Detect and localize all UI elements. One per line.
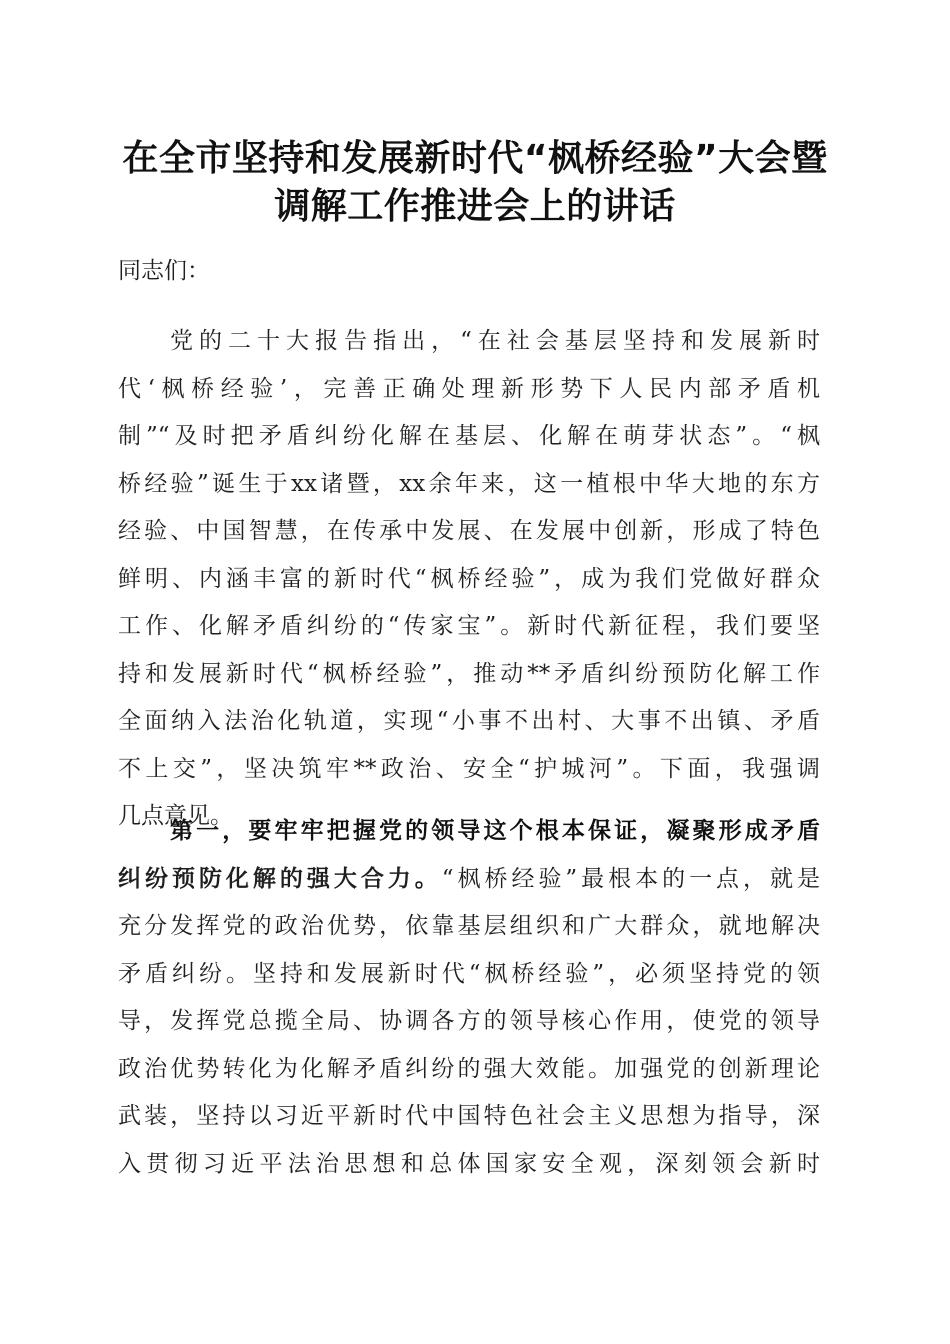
paragraph-1-line: 经验、中国智慧，在传承中发展、在发展中创新，形成了特色 <box>118 518 820 544</box>
paragraph-1-line: 党的二十大报告指出，“在社会基层坚持和发展新时 <box>170 328 820 354</box>
paragraph-2-heading-tail: 纠纷预防化解的强大合力。 <box>118 864 442 892</box>
paragraph-1-line: 不上交”，坚决筑牢**政治、安全“护城河”。下面，我强调 <box>118 755 820 782</box>
paragraph-2-line: 充分发挥党的政治优势，依靠基层组织和广大群众，就地解决 <box>118 913 820 939</box>
paragraph-2-line: 矛盾纠纷。坚持和发展新时代“枫桥经验”，必须坚持党的领 <box>118 960 820 987</box>
paragraph-2-mixed-line <box>118 856 820 902</box>
paragraph-2-line: 导，发挥党总揽全局、协调各方的领导核心作用，使党的领导 <box>118 1008 820 1034</box>
document-title-line-1: 在全市坚持和发展新时代“枫桥经验”大会暨 <box>122 138 828 179</box>
paragraph-1-line: 工作、化解矛盾纠纷的“传家宝”。新时代新征程，我们要坚 <box>118 613 820 639</box>
paragraph-2-heading-line: 第一，要牢牢把握党的领导这个根本保证，凝聚形成矛盾 <box>170 817 820 844</box>
paragraph-2-text-start: “枫桥经验”最根本的一点，就是 <box>441 865 820 892</box>
paragraph-2-line: 政治优势转化为化解矛盾纠纷的强大效能。加强党的创新理论 <box>118 1055 820 1082</box>
paragraph-1-line: 持和发展新时代“枫桥经验”，推动**矛盾纠纷预防化解工作 <box>118 660 820 687</box>
document-title-line-2: 调解工作推进会上的讲话 <box>274 186 676 227</box>
paragraph-1-line: 全面纳入法治化轨道，实现“小事不出村、大事不出镇、矛盾 <box>118 708 820 734</box>
paragraph-1-line: 制”“及时把矛盾纠纷化解在基层、化解在萌芽状态”。“枫 <box>118 423 820 449</box>
salutation: 同志们： <box>118 258 210 284</box>
paragraph-1-line: 鲜明、内涵丰富的新时代“枫桥经验”，成为我们党做好群众 <box>118 565 820 592</box>
paragraph-2-line: 武装，坚持以习近平新时代中国特色社会主义思想为指导，深 <box>118 1103 820 1129</box>
paragraph-1-line: 桥经验”诞生于xx诸暨，xx余年来，这一植根中华大地的东方 <box>118 470 820 497</box>
paragraph-1-line: 几点意见。 <box>118 803 233 829</box>
paragraph-1-line: 代‘枫桥经验’，完善正确处理新形势下人民内部矛盾机 <box>118 375 820 402</box>
paragraph-2-line: 入贯彻习近平法治思想和总体国家安全观，深刻领会新时 <box>118 1150 820 1177</box>
